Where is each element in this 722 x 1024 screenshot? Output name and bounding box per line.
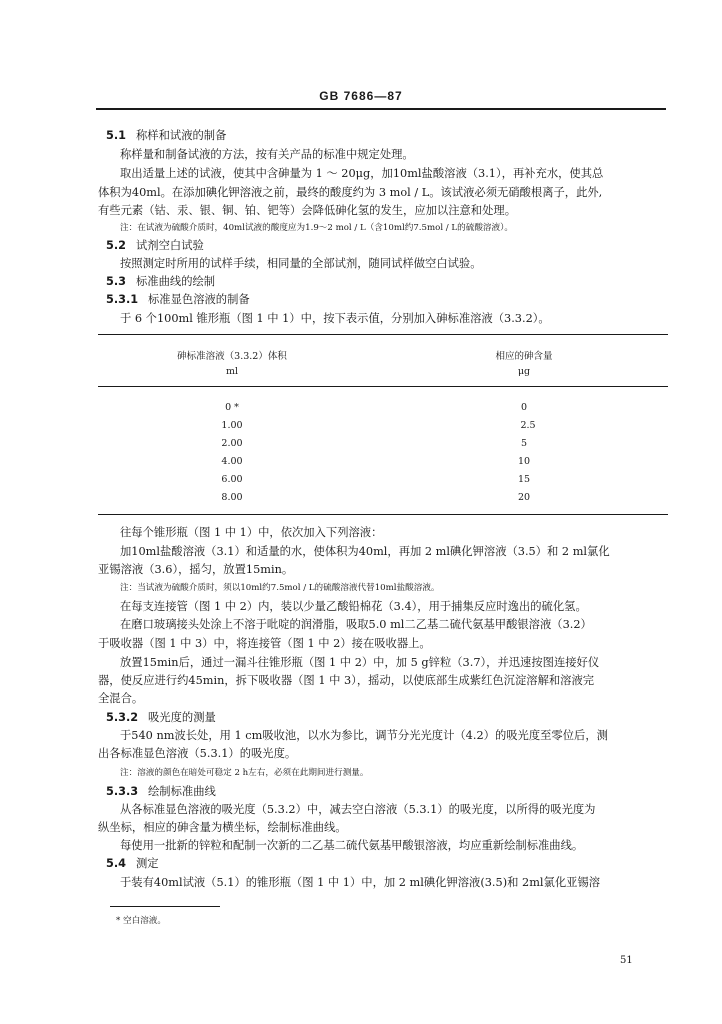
table-cell-volume: 4.00	[221, 456, 243, 467]
section-number: 5.3.2	[106, 711, 139, 724]
paragraph: 有些元素（钴、汞、银、铜、铂、钯等）会降低砷化氢的发生，应加以注意和处理。	[98, 204, 516, 217]
paragraph: 在每支连接管（图 1 中 2）内，装以少量乙酸铅棉花（3.4），用于捕集反应时逸出的硫化氢。	[120, 600, 587, 613]
table-cell-content: 15	[517, 474, 531, 485]
note: 注：溶液的颜色在暗处可稳定 2 h左右，必须在此期间进行测量。	[120, 768, 369, 778]
section-5-4-heading	[106, 856, 159, 871]
paragraph: 称样量和制备试液的方法，按有关产品的标准中规定处理。	[120, 148, 414, 161]
table-header-volume: 砷标准溶液（3.3.2）体积	[177, 351, 287, 362]
paragraph: 从各标准显色溶液的吸光度（5.3.2）中，减去空白溶液（5.3.1）的吸光度，以所得的吸光度为	[120, 803, 596, 816]
table-cell-content: 5	[520, 438, 528, 449]
table-top-rule	[98, 334, 668, 335]
paragraph: 亚锡溶液（3.6），摇匀，放置15min。	[98, 563, 294, 576]
paragraph: 按照测定时所用的试样手续，相同量的全部试剂，随同试样做空白试验。	[120, 257, 482, 270]
standard-code-header: GB 7686—87	[319, 89, 403, 103]
table-cell-volume: 1.00	[221, 420, 243, 431]
section-number: 5.4	[106, 857, 127, 870]
paragraph: 在磨口玻璃接头处涂上不溶于吡啶的润滑脂，吸取5.0 ml二乙基二硫代氨基甲酸银溶液（3.2）	[120, 618, 592, 631]
section-title: 绘制标准曲线	[148, 785, 216, 798]
paragraph: 放置15min后，通过一漏斗往锥形瓶（图 1 中 2）中，加 5 g锌粒（3.7），并迅速按图连接好仪	[120, 656, 600, 669]
header-rule	[96, 108, 666, 110]
paragraph: 于 6 个100ml 锥形瓶（图 1 中 1）中，按下表示值，分别加入砷标准溶液（3.3.2）。	[120, 312, 550, 325]
section-title: 吸光度的测量	[148, 711, 216, 724]
table-cell-volume: 0 *	[225, 402, 239, 413]
note: 注：在试液为硫酸介质时，40ml试液的酸度应为1.9～2 mol / L（含10ml约7.5mol / L的硫酸溶液）。	[120, 223, 513, 233]
paragraph: 于装有40ml试液（5.1）的锥形瓶（图 1 中 1）中，加 2 ml碘化钾溶液(3.5)和 2ml氯化亚锡溶	[120, 876, 601, 889]
paragraph: 往每个锥形瓶（图 1 中 1）中，依次加入下列溶液：	[120, 526, 383, 539]
table-cell-volume: 2.00	[221, 438, 243, 449]
paragraph: 于吸收器（图 1 中 3）中，将连接管（图 1 中 2）接在吸收器上。	[98, 637, 431, 650]
paragraph: 每使用一批新的锌粒和配制一次新的二乙基二硫代氨基甲酸银溶液，均应重新绘制标准曲线。	[120, 839, 584, 852]
section-number: 5.3.1	[106, 293, 139, 306]
section-title: 测定	[136, 857, 159, 870]
paragraph: 体积为40ml。在添加碘化钾溶液之前，最终的酸度约为 3 mol / L。该试液必须无硝酸根离子，此外,	[98, 186, 603, 199]
paragraph: 出各标准显色溶液（5.3.1）的吸光度。	[98, 747, 297, 760]
section-number: 5.2	[106, 239, 127, 252]
section-title: 标准曲线的绘制	[136, 275, 216, 288]
table-cell-content: 20	[517, 492, 531, 503]
section-5-3-2-heading	[106, 710, 216, 725]
table-cell-content: 2.5	[520, 420, 536, 431]
paragraph: 器，使反应进行约45min，拆下吸收器（图 1 中 3），摇动，以使底部生成紫红色沉淀溶解和溶液完	[98, 674, 595, 687]
paragraph: 纵坐标，相应的砷含量为横坐标，绘制标准曲线。	[98, 821, 347, 834]
section-number: 5.1	[106, 129, 127, 142]
note: 注：当试液为硫酸介质时，须以10ml约7.5mol / L的硫酸溶液代替10ml盐酸溶液。	[120, 583, 440, 593]
table-cell-content: 0	[520, 402, 528, 413]
footnote: * 空白溶液。	[116, 916, 166, 926]
section-5-3-1-heading	[106, 292, 250, 307]
section-title: 标准显色溶液的制备	[148, 293, 250, 306]
paragraph: 于540 nm波长处，用 1 cm吸收池，以水为参比，调节分光光度计（4.2）的吸光度至零位后，测	[120, 729, 608, 742]
paragraph: 取出适量上述的试液，使其中含砷量为 1 ～ 20μg，加10ml盐酸溶液（3.1），再补充水，使其总	[120, 167, 604, 180]
page-number: 51	[620, 955, 633, 966]
table-header-content-unit: μg	[517, 366, 531, 377]
table-header-content: 相应的砷含量	[495, 351, 553, 362]
section-number: 5.3	[106, 275, 127, 288]
table-bottom-rule	[98, 514, 668, 515]
section-number: 5.3.3	[106, 785, 139, 798]
table-header-volume-unit: ml	[225, 366, 239, 377]
paragraph: 加10ml盐酸溶液（3.1）和适量的水，使体积为40ml，再加 2 ml碘化钾溶液（3.5）和 2 ml氯化	[120, 545, 610, 558]
table-cell-volume: 6.00	[221, 474, 243, 485]
table-cell-content: 10	[517, 456, 531, 467]
section-5-3-heading	[106, 274, 215, 289]
footnote-rule	[110, 906, 220, 907]
section-5-3-3-heading	[106, 784, 216, 799]
table-cell-volume: 8.00	[221, 492, 243, 503]
paragraph: 全混合。	[98, 692, 144, 705]
section-title: 称样和试液的制备	[136, 129, 227, 142]
table-header-rule	[98, 386, 668, 387]
section-5-2-heading	[106, 238, 204, 253]
section-5-1-heading	[106, 128, 226, 143]
section-title: 试剂空白试验	[136, 239, 204, 252]
